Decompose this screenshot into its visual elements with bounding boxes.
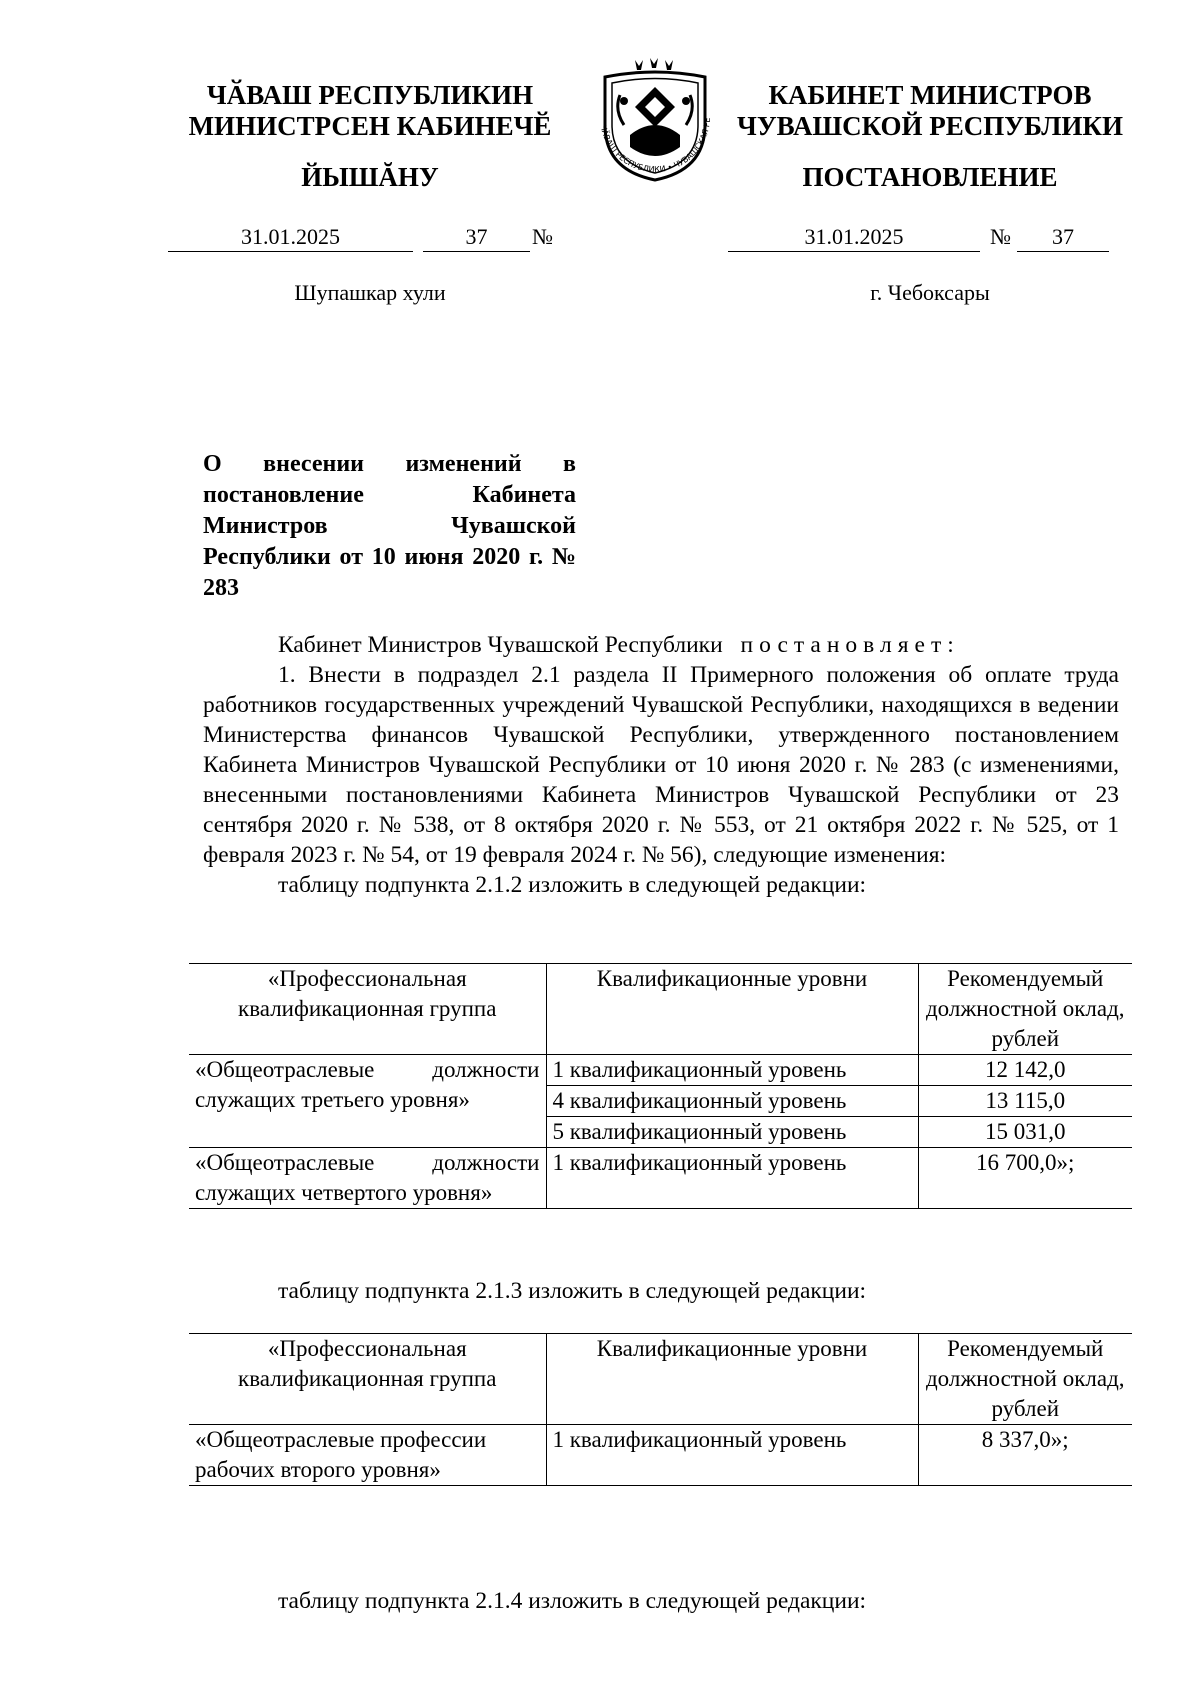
header-left-doctype: ЙЫШĂНУ (301, 162, 439, 192)
emblem (580, 55, 730, 185)
header-group: «Профессиональная квалификационная группа (189, 1334, 546, 1425)
left-city: Шупашкар хули (294, 280, 446, 305)
coat-of-arms-icon (580, 55, 730, 185)
level-cell: 1 квалификационный уровень (546, 1055, 918, 1086)
header-level: Квалификационные уровни (546, 964, 918, 1055)
header-right-line2: ЧУВАШСКОЙ РЕСПУБЛИКИ (737, 111, 1123, 141)
intro-verb: постановляет: (740, 632, 960, 658)
table-header-row (189, 1334, 1132, 1425)
table-row (189, 1148, 1132, 1209)
intro-text: Кабинет Министров Чувашской Республики (278, 632, 723, 658)
header-left-line2: МИНИСТРСЕН КАБИНЕЧӖ (188, 111, 552, 141)
header-salary: Рекомендуемый должностной оклад, рублей (918, 964, 1132, 1055)
table1-intro: таблицу подпункта 2.1.2 изложить в следующей редакции: (278, 872, 867, 898)
emblem-ring-text: ЧĂВАШ РЕСПУБЛИКИ • ЧУВАШСКАЯ РЕ (598, 117, 713, 175)
right-date: 31.01.2025 (728, 223, 980, 252)
table2-intro: таблицу подпункта 2.1.3 изложить в следующей редакции: (278, 1278, 867, 1304)
salary-cell: 13 115,0 (918, 1086, 1132, 1117)
group-cell: «Общеотраслевые профессии рабочих второго уровня» (189, 1425, 546, 1486)
header-level: Квалификационные уровни (546, 1334, 918, 1425)
header-left-title (160, 80, 580, 142)
left-date: 31.01.2025 (168, 223, 413, 252)
header-right-line1: КАБИНЕТ МИНИСТРОВ (768, 80, 1092, 110)
body-text (203, 630, 1119, 900)
header-salary: Рекомендуемый должностной оклад, рублей (918, 1334, 1132, 1425)
header-group: «Профессиональная квалификационная группа (189, 964, 546, 1055)
table-row (189, 1055, 1132, 1086)
salary-cell: 8 337,0»; (918, 1425, 1132, 1486)
header-left-line1: ЧӐВАШ РЕСПУБЛИКИН (206, 80, 534, 110)
table-header-row (189, 964, 1132, 1055)
header-right-title (730, 80, 1130, 142)
table3-intro: таблицу подпункта 2.1.4 изложить в следующей редакции: (278, 1588, 867, 1614)
left-number: 37 (423, 223, 530, 252)
table-2-1-3 (189, 1333, 1132, 1486)
level-cell: 5 квалификационный уровень (546, 1117, 918, 1148)
level-cell: 1 квалификационный уровень (546, 1148, 918, 1209)
salary-cell: 12 142,0 (918, 1055, 1132, 1086)
header-right-doctype: ПОСТАНОВЛЕНИЕ (802, 162, 1058, 192)
right-number: 37 (1017, 223, 1109, 252)
intro-paragraph (203, 630, 1119, 660)
right-number-sign: № (990, 224, 1011, 249)
table-row (189, 1425, 1132, 1486)
salary-cell: 15 031,0 (918, 1117, 1132, 1148)
left-number-sign: № (532, 224, 553, 249)
paragraph-1: 1. Внести в подраздел 2.1 раздела II Примерного положения об оплате труда работников государственных учреждений Чувашской Республики, находящихся в ведении Министерства финансов Чувашской Республики, утвержденного постановлением Кабинета Министров Чувашской Республики от 10 июня 2020 г. № 283 (с изменениями, внесенными постановлениями Кабинета Министров Чувашской Республики от 23 сентября 2020 г. № 538, от 8 октября 2020 г. № 553, от 21 октября 2022 г. № 525, от 1 февраля 2023 г. № 54, от 19 февраля 2024 г. № 56), следующие изменения: (203, 662, 1119, 868)
table-2-1-2 (189, 963, 1132, 1209)
document-title: О внесении изменений в постановление Кабинета Министров Чувашской Республики от 10 июня 2020 г. № 283 (203, 451, 576, 601)
level-cell: 1 квалификационный уровень (546, 1425, 918, 1486)
salary-cell: 16 700,0»; (918, 1148, 1132, 1209)
group-cell: «Общеотраслевые должности служащих третьего уровня» (189, 1055, 546, 1148)
right-city: г. Чебоксары (870, 280, 990, 305)
level-cell: 4 квалификационный уровень (546, 1086, 918, 1117)
group-cell: «Общеотраслевые должности служащих четвертого уровня» (189, 1148, 546, 1209)
